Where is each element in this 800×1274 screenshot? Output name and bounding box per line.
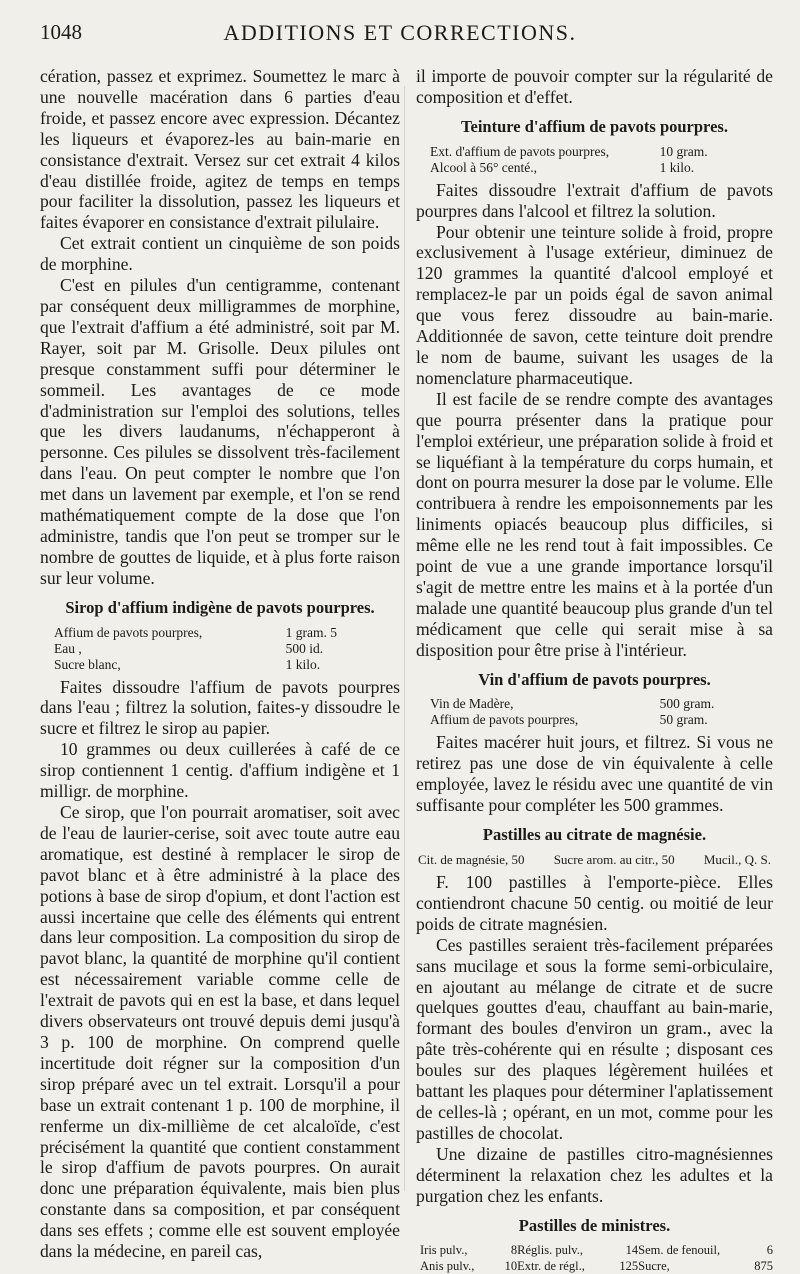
ingredient-name: Anis pulv., <box>420 1259 475 1274</box>
ingredient-table <box>416 144 773 176</box>
paragraph: Il est facile de se rendre compte des avantages que pourra présenter dans la pratique pour l'emploi extérieur, une préparation solide à froid et se liquéfiant à la température du corps humain, et dont on pourra mesurer la dose par le volume. Elle contribuera à rendre les empoisonnements par les liniments opiacés beaucoup plus difficiles, si même elle ne les rend tout à fait impossibles. Ce point de vue a une grande importance lorsqu'il s'agit de mettre entre les mains et à la portée d'un malade une quantité beaucoup plus grande d'un tel médicament que celle qui serait mise à sa disposition pour être prise à l'intérieur. <box>416 388 773 660</box>
recipe-title: Pastilles au citrate de magnésie. <box>482 825 707 845</box>
ingredient-name: Sucre blanc, <box>54 656 121 672</box>
ingredient-qty: 1 kilo. <box>285 656 321 672</box>
paragraph: F. 100 pastilles à l'emporte-pièce. Elles contiendront chacune 50 centig. ou moitié de leur poids de citrate magnésien. <box>416 872 773 934</box>
paragraph: Ces pastilles seraient très-facilement préparées sans mucilage et sous la forme semi-orbiculaire, en ajoutant au mélange de citrate et de sucre quelques gouttes d'eau, chauffant au bain-marie, formant des boules d'environ un gram., avec la pâte très-cohérente qui en résulte ; disposant ces boules sur des plaques légèrement huilées et battant les plaques pour déterminer l'aplatissement de celles-là ; opérant, en un mot, comme pour les pastilles de chocolat. <box>416 934 773 1143</box>
ingredient-qty: 875 <box>754 1259 773 1274</box>
ingredient-name: Iris pulv., <box>420 1243 468 1258</box>
recipe-title: Sirop d'affium indigène de pavots pourpres. <box>65 597 375 617</box>
paragraph: Faites dissoudre l'extrait d'affium de pavots pourpres dans l'alcool et filtrez la solution. <box>416 179 773 221</box>
ingredient-qty: 8 <box>510 1243 518 1258</box>
column-divider <box>404 86 405 1191</box>
ingredient-qty: 1 gram. 5 <box>285 624 337 640</box>
ingredient-row <box>416 144 773 160</box>
ingredient-name: Vin de Madère, <box>430 696 514 712</box>
ingredient-qty: 14 <box>625 1243 639 1258</box>
ingredient-name: Ext. d'affium de pavots pourpres, <box>430 143 610 159</box>
left-column <box>40 66 400 1262</box>
ingredient-item: Cit. de magnésie, 50 <box>418 852 525 867</box>
paragraph: 10 grammes ou deux cuillerées à café de ce sirop contiennent 1 centig. d'affium indigène et 1 milligr. de morphine. <box>40 739 400 802</box>
recipe-title: Teinture d'affium de pavots pourpres. <box>461 116 728 136</box>
ingredient-row <box>40 657 400 673</box>
paragraph: Faites dissoudre l'affium de pavots pourpres dans l'eau ; filtrez la solution, faites-y dissoudre le sucre et filtrez le sirop au papier. <box>40 676 400 739</box>
ingredient-grid <box>416 1242 773 1274</box>
ingredient-row <box>416 160 773 176</box>
ingredient-table <box>416 696 773 728</box>
ingredient-item: Sucre arom. au citr., 50 <box>553 852 675 867</box>
ingredient-row <box>40 641 400 657</box>
ingredient-qty: 1 kilo. <box>659 159 695 175</box>
paragraph: Pour obtenir une teinture solide à froid, propre exclusivement à l'usage extérieur, diminuez de 120 grammes la quantité d'alcool employé et remplacez-le par un poids égal de savon animal que vous ferez dissoudre au bain-marie. Additionnée de savon, cette teinture doit prendre le nom de baume, suivant les usages de la nomenclature pharmaceutique. <box>416 221 773 388</box>
ingredient-line <box>416 852 773 868</box>
page-header <box>36 20 764 52</box>
ingredient-row <box>40 625 400 641</box>
ingredient-qty: 10 <box>504 1259 518 1274</box>
ingredient-qty: 500 id. <box>285 640 324 656</box>
ingredient-qty: 125 <box>619 1259 639 1274</box>
ingredient-table <box>40 625 400 673</box>
paragraph: Faites macérer huit jours, et filtrez. Si vous ne retirez pas une dose de vin équivalente à celle employée, lavez le résidu avec une quantité de vin suffisante pour compléter les 500 grammes. <box>416 732 773 816</box>
paragraph: C'est en pilules d'un centigramme, contenant par conséquent deux milligrammes de morphine, que l'extrait d'affium a été administré, soit par M. Rayer, soit par M. Grisolle. Deux pilules ont presque constamment suffi pour déterminer le sommeil. Les avantages de ce mode d'administration sur l'emploi des solutions, telles que les divers laudanums, n'échapperont à personne. Ces pilules se dissolvent très-facilement dans l'eau. On peut compter le nombre que l'on met dans un lavement par exemple, et l'on se rend mathématiquement compte de la dose que l'on administre, tandis que l'on peut se tromper sur le nombre de gouttes de liquide, et à plus forte raison sur leur volume. <box>40 275 400 588</box>
ingredient-qty: 500 gram. <box>659 696 715 712</box>
ingredient-qty: 50 gram. <box>659 712 708 728</box>
paragraph: Ce sirop, que l'on pourrait aromatiser, soit avec de l'eau de laurier-cerise, soit avec toute autre eau aromatique, est destiné à remplacer le sirop de pavot blanc et à être administré à la place des potions à base de sirop d'opium, et dont l'action est aussi incertaine que celle des éléments qui entrent dans leur composition. La composition du sirop de pavot blanc, la quantité de morphine qu'il contient est nécessairement variable comme celle de l'extrait de pavots qui en est la base, et dans lequel divers observateurs ont trouvé depuis demi jusqu'à 3 p. 100 de morphine. On comprend quelle incertitude doit régner sur la composition d'un sirop préparé avec un tel extrait. Lorsqu'il a pour base un extrait contenant 1 p. 100 de morphine, il renferme un dix-millième de cet alcaloïde, c'est précisément la quantité que contient constamment le sirop d'affium de pavots pourpres. On aurait donc une préparation équivalente, mais bien plus constante dans sa composition, et par conséquent dans ses effets ; comme elle est souvent employée dans la médecine, en pareil cas, <box>40 802 400 1262</box>
paragraph: il importe de pouvoir compter sur la régularité de composition et d'effet. <box>416 66 773 107</box>
ingredient-item: Mucil., Q. S. <box>703 852 771 867</box>
recipe-title: Vin d'affium de pavots pourpres. <box>478 669 711 689</box>
ingredient-name: Réglis. pulv., <box>517 1243 583 1258</box>
ingredient-qty: 10 gram. <box>659 143 708 159</box>
ingredient-name: Affium de pavots pourpres, <box>430 712 579 728</box>
paragraph: Une dizaine de pastilles citro-magnésiennes déterminent la relaxation chez les adultes et la purgation chez les enfants. <box>416 1143 773 1206</box>
ingredient-name: Sem. de fenouil, <box>638 1243 721 1258</box>
page-number: 1048 <box>40 20 82 44</box>
right-column <box>416 66 773 1274</box>
ingredient-qty: 6 <box>766 1243 773 1258</box>
recipe-title: Pastilles de ministres. <box>518 1215 671 1235</box>
ingredient-name: Alcool à 56° centé., <box>430 159 537 175</box>
ingredient-name: Affium de pavots pourpres, <box>54 624 203 640</box>
running-title: ADDITIONS ET CORRECTIONS. <box>223 20 577 45</box>
ingredient-row <box>416 712 773 728</box>
paragraph: cération, passez et exprimez. Soumettez le marc à une nouvelle macération dans 6 parties d'eau froide, et passez encore avec expression. Décantez les liqueurs et évaporez-les au bain-marie en consistance d'extrait. Versez sur cet extrait 4 kilos d'eau distillée froide, agitez de temps en temps pour faciliter la dissolution, passez les liqueurs et faites évaporer en consistance d'extrait pilulaire. <box>40 66 400 233</box>
ingredient-row <box>416 696 773 712</box>
paragraph: Cet extrait contient un cinquième de son poids de morphine. <box>40 233 400 275</box>
ingredient-name: Extr. de régl., <box>517 1259 585 1274</box>
ingredient-name: Eau , <box>54 640 82 656</box>
ingredient-name: Sucre, <box>638 1259 670 1274</box>
